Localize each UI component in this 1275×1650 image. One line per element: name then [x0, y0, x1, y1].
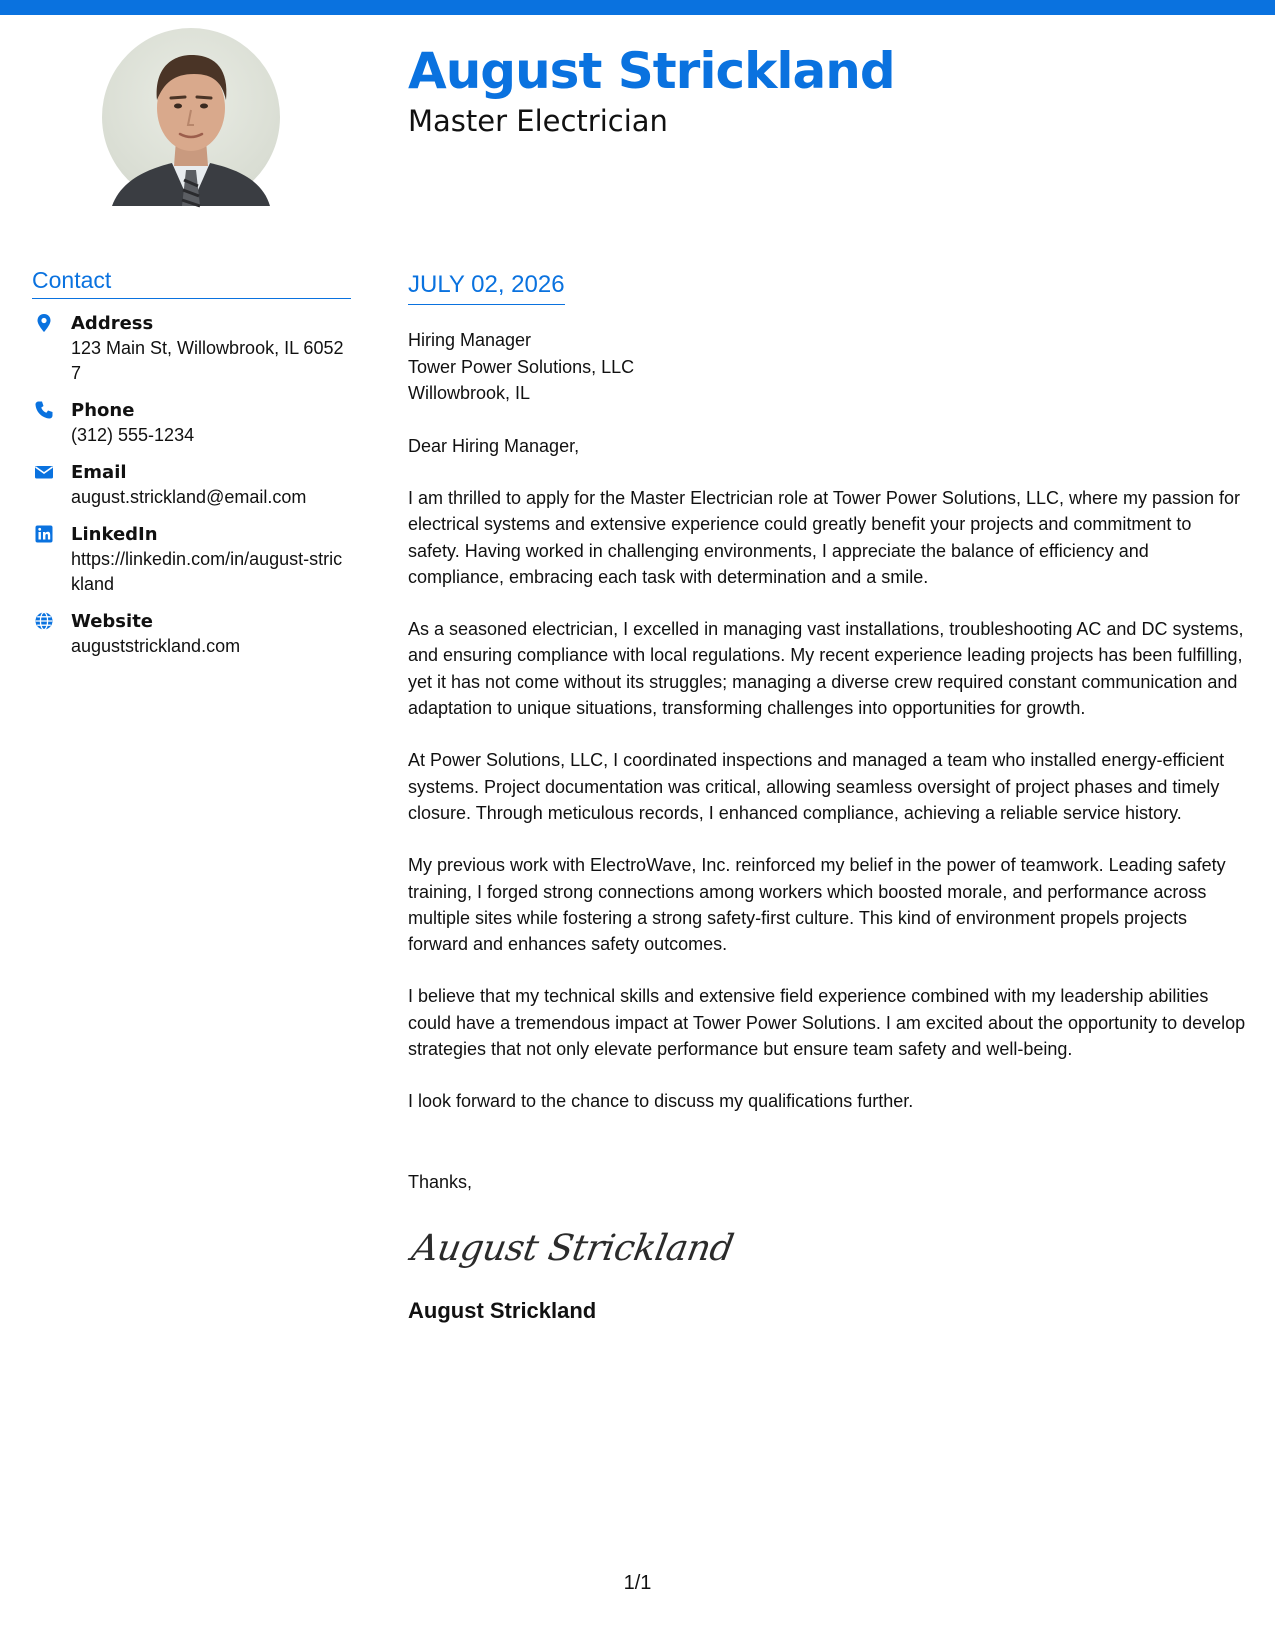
contact-value: (312) 555-1234 [71, 424, 195, 445]
globe-icon [34, 611, 54, 631]
letter-paragraphs [408, 485, 1248, 1115]
contact-value[interactable]: auguststrickland.com [71, 635, 241, 656]
recipient-line: Tower Power Solutions, LLC [408, 356, 635, 377]
location-pin-icon [34, 313, 54, 333]
contact-value: august.strickland@email.com [71, 486, 307, 507]
recipient-line: Willowbrook, IL [408, 383, 531, 403]
contact-label: Website [71, 610, 154, 632]
contact-heading: Contact [32, 266, 351, 299]
top-accent-bar [0, 0, 1275, 15]
portrait-icon [102, 28, 280, 206]
contact-address [32, 311, 351, 386]
letter-date: JULY 02, 2026 [408, 271, 565, 298]
email-icon [34, 462, 54, 482]
contact-value: 123 Main St, Willowbrook, IL 60527 [71, 337, 344, 383]
contact-phone [32, 398, 351, 448]
signed-name: August Strickland [408, 1297, 597, 1323]
contact-label: Phone [71, 399, 135, 421]
paragraph: At Power Solutions, LLC, I coordinated inspections and managed a team who installed energy-efficient systems. Project documentation was critical, allowing seamless oversight of project phases and timely closure. Through meticulous records, I enhanced compliance, achieving a reliable service history. [408, 750, 1225, 823]
contact-list [32, 311, 351, 659]
greeting: Dear Hiring Manager, [408, 435, 580, 456]
contact-label: LinkedIn [71, 523, 158, 545]
handwritten-signature: August Strickland [408, 1227, 737, 1269]
contact-label: Address [71, 312, 154, 334]
letter-body [408, 270, 1248, 1325]
paragraph: I believe that my technical skills and extensive field experience combined with my leadership abilities could have a tremendous impact at Tower Power Solutions. I am excited about the opportunity to develop strategies that not only elevate performance but ensure team safety and well-being. [408, 986, 1246, 1060]
applicant-name: August Strickland [408, 42, 895, 100]
contact-website [32, 609, 351, 659]
contact-sidebar [32, 266, 351, 671]
profile-photo [102, 28, 280, 206]
contact-value[interactable]: https://linkedin.com/in/august-strickland [71, 548, 343, 594]
contact-linkedin [32, 522, 351, 597]
date-block [408, 270, 565, 305]
paragraph: As a seasoned electrician, I excelled in managing vast installations, troubleshooting AC and DC systems, and ensuring compliance with local regulations. My recent experience leading projects has been fulfilling, yet it has not come without its struggles; managing a diverse crew required constant communication and adaptation to unique situations, transforming challenges into opportunities for growth. [408, 619, 1244, 719]
closing: Thanks, [408, 1171, 473, 1192]
applicant-title: Master Electrician [408, 104, 668, 138]
phone-icon [34, 400, 54, 420]
page-number: 1/1 [623, 1572, 652, 1594]
recipient-line: Hiring Manager [408, 330, 532, 350]
paragraph: I look forward to the chance to discuss my qualifications further. [408, 1091, 914, 1112]
contact-label: Email [71, 461, 127, 483]
linkedin-icon [34, 524, 54, 544]
contact-email [32, 460, 351, 510]
recipient-block [408, 327, 1248, 407]
paragraph: My previous work with ElectroWave, Inc. reinforced my belief in the power of teamwork. Leading safety training, I forged strong connections among workers which boosted morale, and performance across multiple sites while fostering a strong safety-first culture. This kind of environment propels projects forward and enhances safety outcomes. [408, 855, 1226, 955]
paragraph: I am thrilled to apply for the Master Electrician role at Tower Power Solutions, LLC, where my passion for electrical systems and extensive experience could greatly benefit your projects and commitment to safety. Having worked in challenging environments, I appreciate the balance of efficiency and compliance, embracing each task with determination and a smile. [408, 488, 1241, 587]
